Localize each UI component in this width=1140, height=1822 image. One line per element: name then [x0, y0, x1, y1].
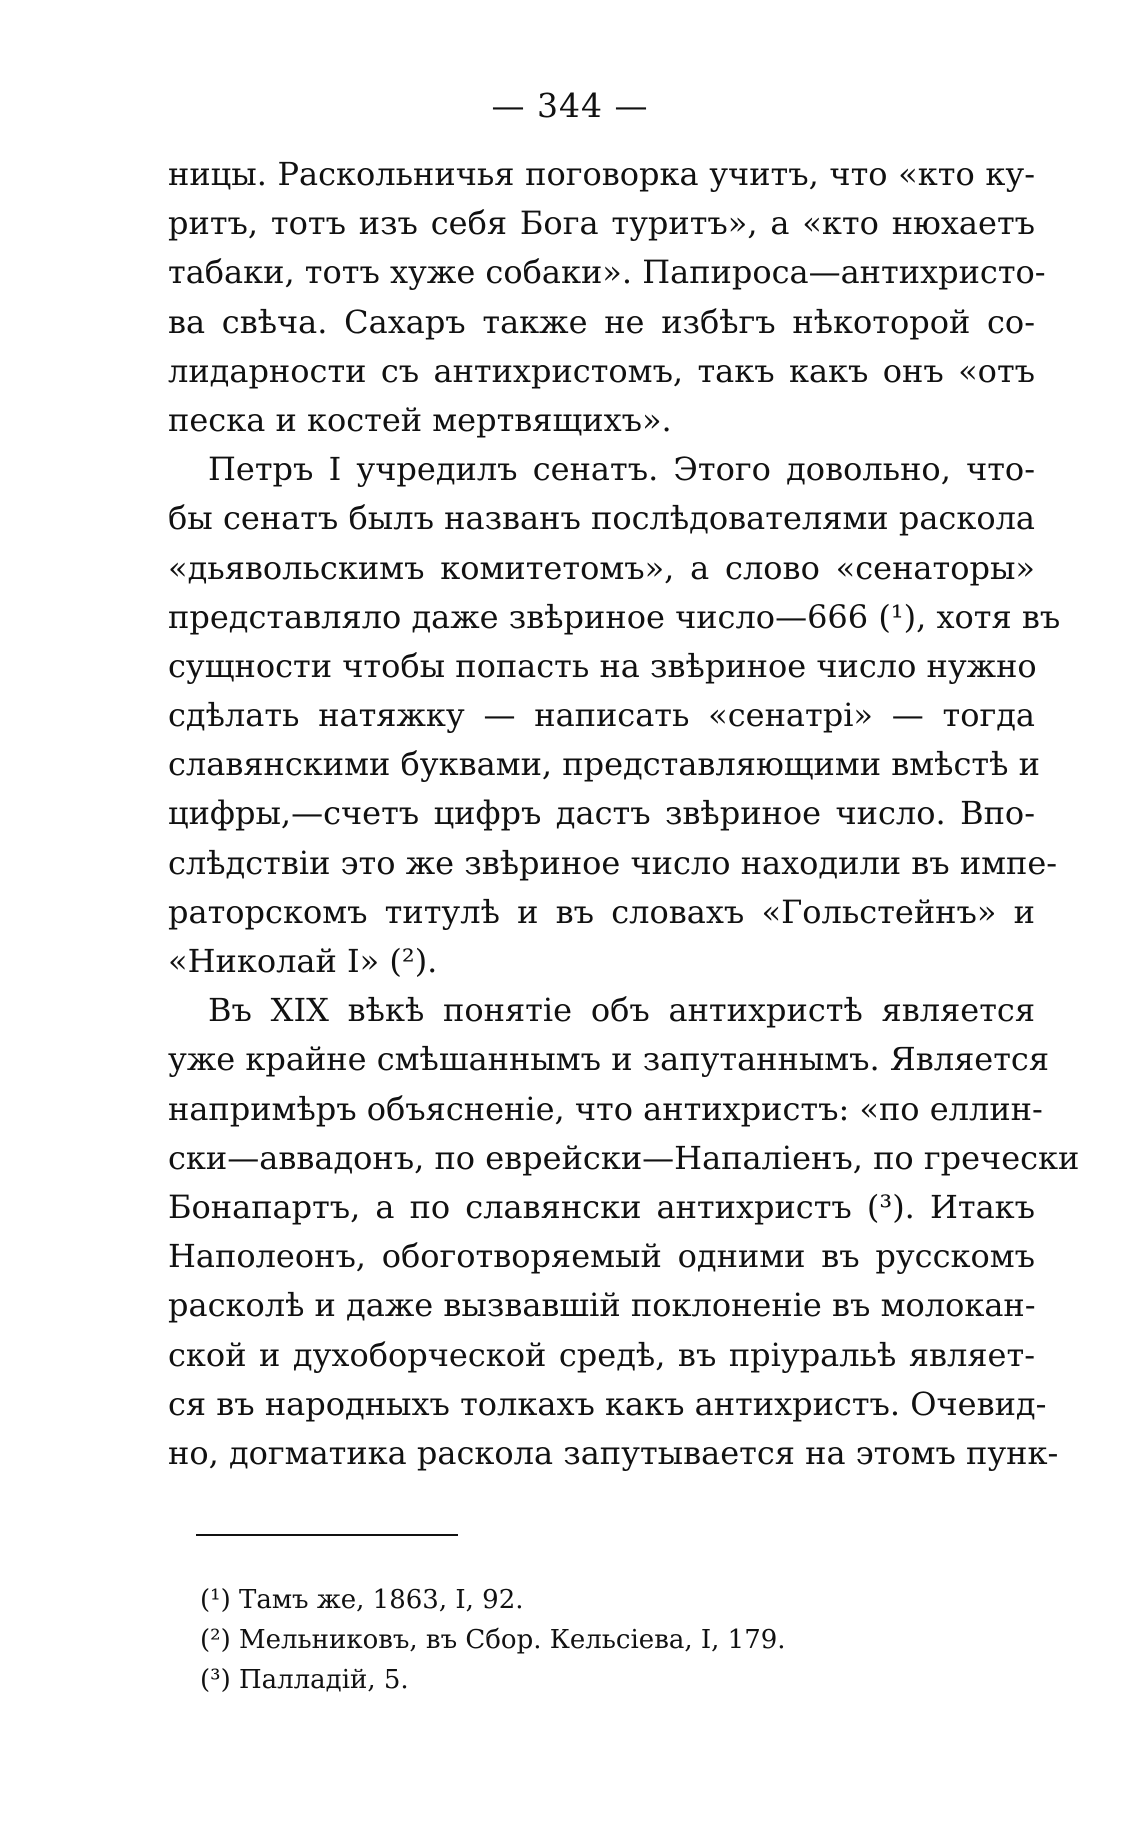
text-line: песка и костей мертвящихъ».: [168, 400, 672, 439]
text-line: Въ XIX вѣкѣ понятіе объ антихристѣ является: [208, 991, 1035, 1030]
text-line: Наполеонъ, обоготворяемый одними въ русскомъ: [168, 1237, 1035, 1276]
text-line: «дьявольскимъ комитетомъ», а слово «сенаторы»: [168, 548, 1035, 587]
text-line: но, догматика раскола запутывается на этомъ пунк-: [168, 1433, 1059, 1472]
text-line: ва свѣча. Сахаръ также не избѣгъ нѣкоторой со-: [168, 302, 1035, 341]
footnote-rule: [196, 1534, 458, 1536]
body-text: [168, 150, 1080, 1478]
text-line: сущности чтобы попасть на звѣриное число нужно: [168, 646, 1037, 685]
text-line: ской и духоборческой средѣ, въ пріуральѣ являет-: [168, 1335, 1035, 1374]
text-line: лидарности съ антихристомъ, такъ какъ онъ «отъ: [168, 351, 1035, 390]
text-line: слѣдствіи это же звѣриное число находили въ импе-: [168, 843, 1058, 882]
text-line: Бонапартъ, а по славянски антихристъ (³). Итакъ: [168, 1187, 1035, 1226]
text-line: уже крайне смѣшаннымъ и запутаннымъ. Является: [168, 1040, 1049, 1079]
paragraph: [168, 150, 1046, 445]
footnote: (³) Палладій, 5.: [200, 1665, 409, 1695]
text-line: расколѣ и даже вызвавшій поклоненіе въ молокан-: [168, 1286, 1036, 1325]
text-line: Петръ I учредилъ сенатъ. Этого довольно, что-: [208, 450, 1035, 489]
text-line: ся въ народныхъ толкахъ какъ антихристъ. Очевид-: [168, 1384, 1047, 1423]
text-line: цифры,—счетъ цифръ дастъ звѣриное число. Впо-: [168, 794, 1035, 833]
text-line: табаки, тотъ хуже собаки». Папироса—антихристо-: [168, 253, 1046, 292]
page-number: — 344 —: [491, 86, 649, 125]
text-line: представляло даже звѣриное число—666 (¹), хотя въ: [168, 597, 1061, 636]
text-line: бы сенатъ былъ названъ послѣдователями раскола: [168, 499, 1035, 538]
footnotes: [200, 1580, 786, 1700]
text-line: напримѣръ объясненіе, что антихристъ: «по еллин-: [168, 1089, 1043, 1128]
text-line: славянскими буквами, представляющими вмѣстѣ и: [168, 745, 1040, 784]
text-line: ски—аввадонъ, по еврейски—Напаліенъ, по гречески: [168, 1138, 1080, 1177]
text-line: ницы. Раскольничья поговорка учитъ, что «кто ку-: [168, 155, 1035, 193]
footnote: (¹) Тамъ же, 1863, I, 92.: [200, 1585, 524, 1615]
text-line: раторскомъ титулѣ и въ словахъ «Гольстейнъ» и: [168, 892, 1035, 931]
text-line: сдѣлать натяжку — написать «сенатрі» — тогда: [168, 696, 1035, 735]
text-line: «Николай I» (²).: [168, 942, 438, 980]
footnote: (²) Мельниковъ, въ Сбор. Кельсіева, I, 179.: [200, 1625, 786, 1655]
text-line: ритъ, тотъ изъ себя Бога туритъ», а «кто нюхаетъ: [168, 204, 1035, 243]
paragraph: [168, 445, 1061, 986]
paragraph: [168, 986, 1080, 1478]
